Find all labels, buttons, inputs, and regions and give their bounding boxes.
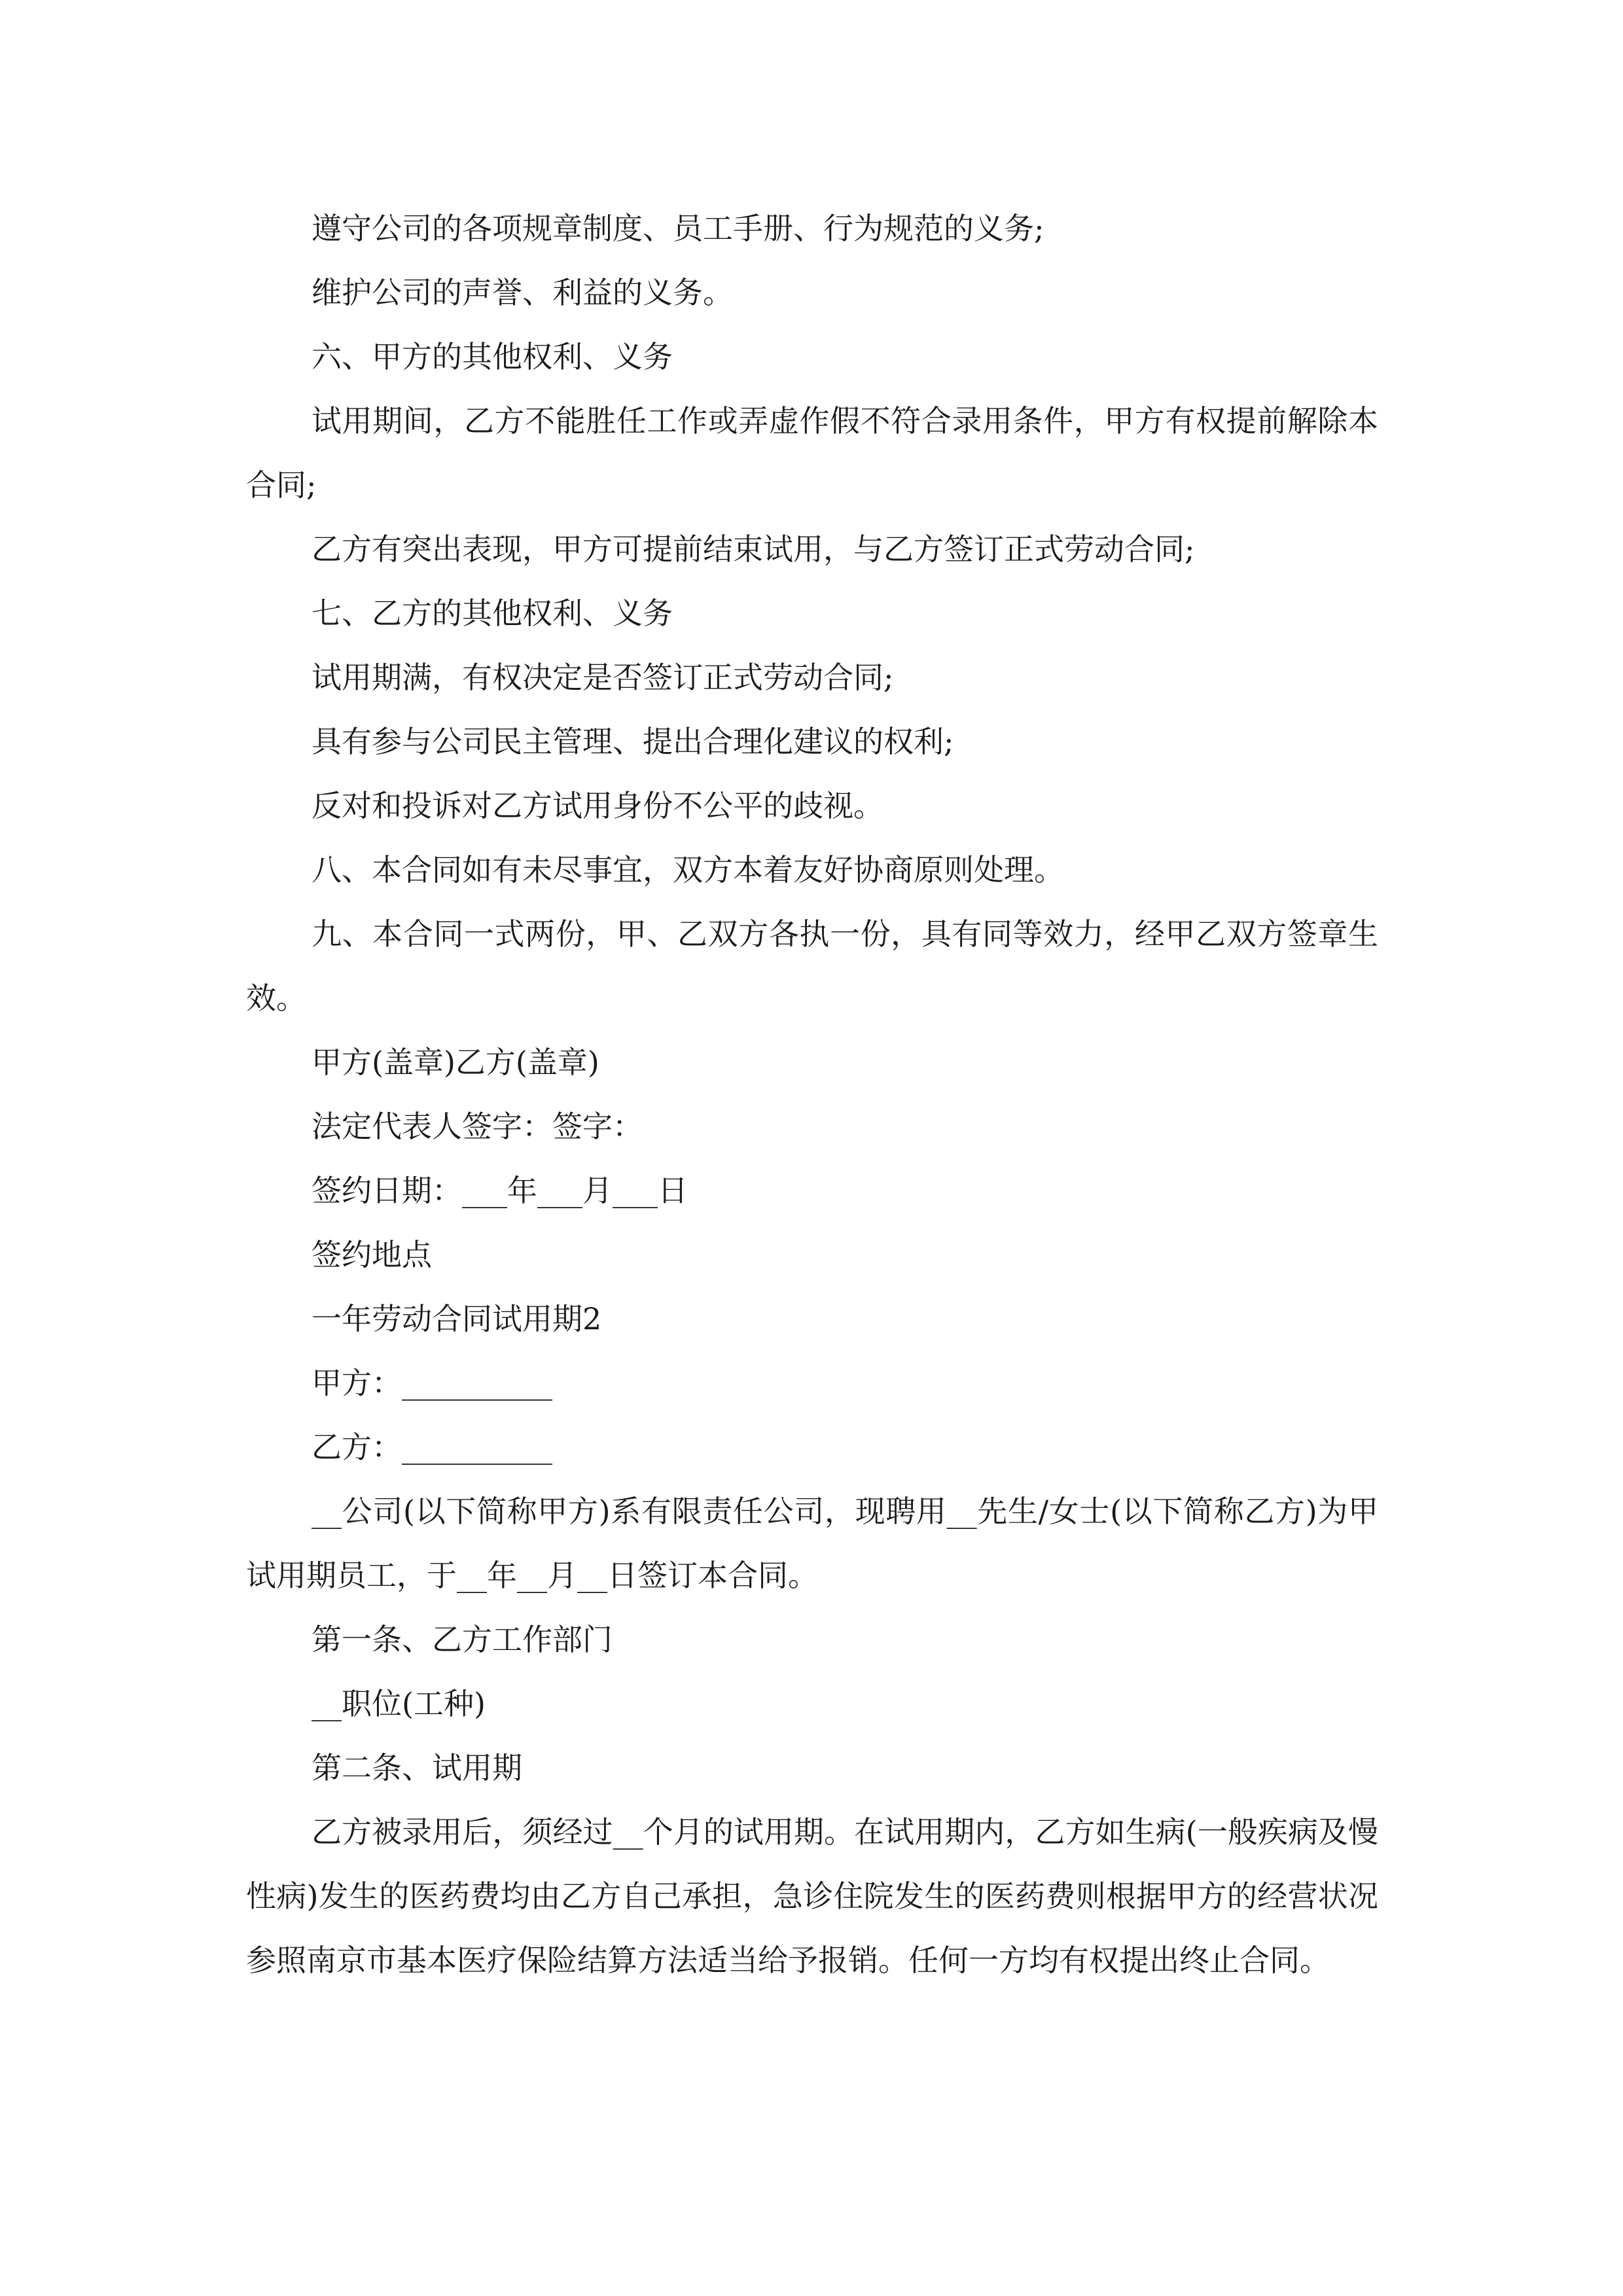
signature-line: 法定代表人签字：签字： [312, 1109, 643, 1144]
article-2-heading: 第二条、试用期 [312, 1750, 522, 1785]
document-subtitle: 一年劳动合同试用期2 [312, 1301, 602, 1336]
paragraph-decide-contract: 试用期满，有权决定是否签订正式劳动合同; [312, 660, 894, 695]
document-body [246, 196, 1378, 1992]
section-heading-8: 八、本合同如有未尽事宜，双方本着友好协商原则处理。 [312, 852, 1064, 888]
paragraph-participation-right: 具有参与公司民主管理、提出合理化建议的权利; [312, 724, 954, 759]
sign-date-line: 签约日期：___年___月___日 [312, 1173, 688, 1208]
section-heading-6: 六、甲方的其他权利、义务 [312, 339, 673, 374]
paragraph-hiring-intro: __公司(以下简称甲方)系有限责任公司，现聘用__先生/女士(以下简称乙方)为甲试用期员工，于__年__月__日签订本合同。 [246, 1494, 1378, 1593]
sign-place-line: 签约地点 [312, 1237, 432, 1272]
seal-line: 甲方(盖章)乙方(盖章) [312, 1045, 599, 1080]
section-heading-9: 九、本合同一式两份，甲、乙双方各执一份，具有同等效力，经甲乙双方签章生效。 [246, 916, 1378, 1016]
position-line: __职位(工种) [312, 1686, 486, 1721]
paragraph-probation-termination: 试用期间，乙方不能胜任工作或弄虚作假不符合录用条件，甲方有权提前解除本合同; [246, 403, 1378, 503]
party-a-line: 甲方：__________ [312, 1365, 552, 1401]
section-heading-7: 七、乙方的其他权利、义务 [312, 596, 673, 631]
article-1-heading: 第一条、乙方工作部门 [312, 1622, 613, 1657]
paragraph-early-end: 乙方有突出表现，甲方可提前结束试用，与乙方签订正式劳动合同; [312, 531, 1195, 567]
paragraph-maintain-reputation: 维护公司的声誉、利益的义务。 [312, 275, 733, 310]
party-b-line: 乙方：__________ [312, 1429, 552, 1465]
paragraph-probation-terms: 乙方被录用后，须经过__个月的试用期。在试用期内，乙方如生病(一般疾病及慢性病)发生的医药费均由乙方自己承担，急诊住院发生的医药费则根据甲方的经营状况参照南京市基本医疗保险结算方法适当给予报销。任何一方均有权提出终止合同。 [246, 1814, 1378, 1978]
paragraph-anti-discrimination: 反对和投诉对乙方试用身份不公平的歧视。 [312, 788, 883, 823]
paragraph-obey-rules: 遵守公司的各项规章制度、员工手册、行为规范的义务; [312, 211, 1044, 246]
